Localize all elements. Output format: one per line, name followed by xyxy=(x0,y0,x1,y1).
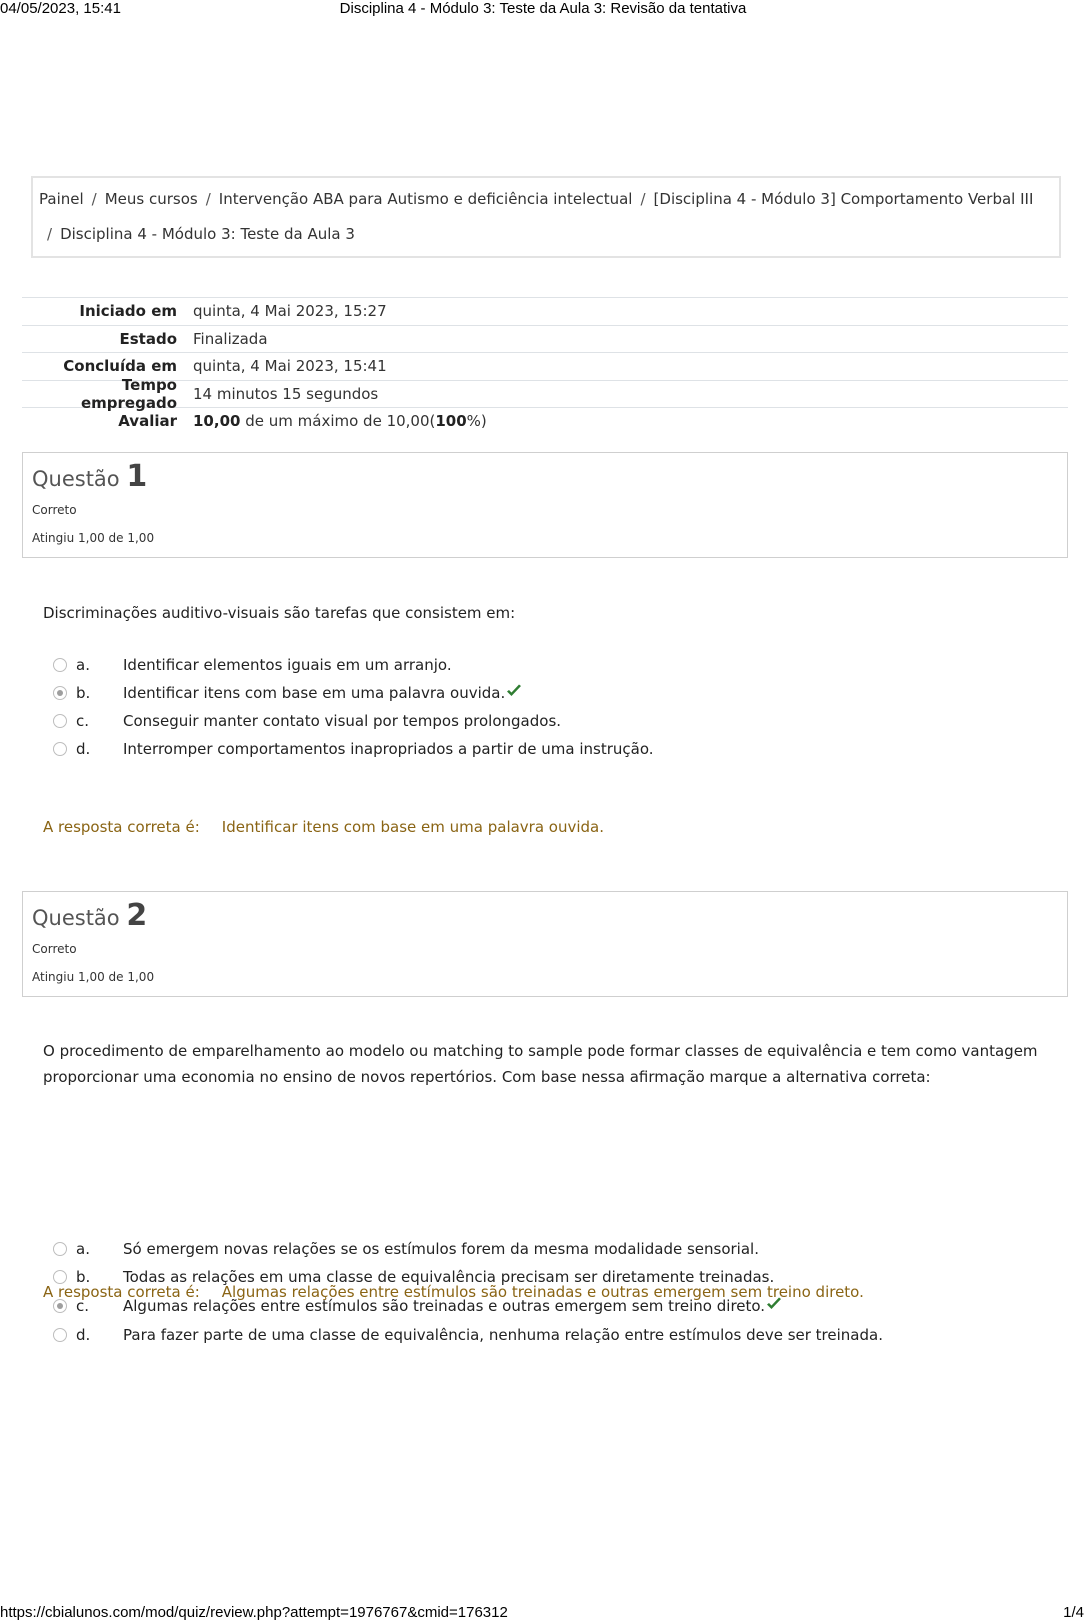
summary-row-completed xyxy=(22,352,1068,380)
summary-row-grade xyxy=(22,407,1068,435)
radio-button[interactable] xyxy=(53,742,67,756)
radio-button[interactable] xyxy=(53,1242,67,1256)
radio-button[interactable] xyxy=(53,1270,67,1284)
grade-suffix: %) xyxy=(466,412,487,431)
question-1-answers xyxy=(43,651,1043,771)
answer-text: Conseguir manter contato visual por tempos prolongados. xyxy=(123,712,562,730)
answer-text: Interromper comportamentos inapropriados a partir de uma instrução. xyxy=(123,740,654,758)
print-title: Disciplina 4 - Módulo 3: Teste da Aula 3: Revisão da tentativa xyxy=(339,0,747,17)
answer-letter: a. xyxy=(76,1240,90,1258)
question-title-prefix: Questão xyxy=(32,467,120,491)
question-state: Correto xyxy=(32,503,77,517)
breadcrumb-separator: / xyxy=(47,225,53,243)
answer-letter: a. xyxy=(76,656,90,674)
summary-label: Estado xyxy=(119,329,177,348)
answer-text: Identificar elementos iguais em um arranjo. xyxy=(123,656,452,674)
answer-letter: d. xyxy=(76,740,91,758)
summary-label: Tempo empregado xyxy=(80,375,177,412)
summary-value: Finalizada xyxy=(193,329,268,348)
radio-button-checked[interactable] xyxy=(53,686,67,700)
breadcrumb-item-course[interactable]: Intervenção ABA para Autismo e deficiência intelectual xyxy=(218,190,633,208)
summary-row-state xyxy=(22,325,1068,353)
question-state: Correto xyxy=(32,942,77,956)
summary-value: 14 minutos 15 segundos xyxy=(193,384,379,403)
check-icon xyxy=(506,684,522,698)
print-datetime: 04/05/2023, 15:41 xyxy=(0,0,121,17)
question-title xyxy=(32,461,1058,495)
answer-text-correct xyxy=(123,684,522,702)
summary-row-time-taken xyxy=(22,375,1068,412)
question-1-body xyxy=(43,600,1043,626)
answer-text: Só emergem novas relações se os estímulos forem da mesma modalidade sensorial. xyxy=(123,1240,759,1258)
summary-label: Concluída em xyxy=(63,357,177,376)
question-grade: Atingiu 1,00 de 1,00 xyxy=(32,531,155,545)
question-text-line-1: O procedimento de emparelhamento ao modelo ou matching to sample pode formar classes de equivalência e tem como vantagem xyxy=(43,1042,1038,1060)
right-answer-label: A resposta correta é: xyxy=(43,818,200,836)
breadcrumb-item-quiz[interactable]: Disciplina 4 - Módulo 3: Teste da Aula 3 xyxy=(60,225,355,243)
question-number: 2 xyxy=(126,898,148,933)
print-header xyxy=(0,0,1086,18)
answer-text: Algumas relações entre estímulos são treinadas e outras emergem sem treino direto. xyxy=(123,1297,766,1315)
answer-text: Todas as relações em uma classe de equivalência precisam ser diretamente treinadas. xyxy=(123,1268,775,1286)
grade-percent: 100 xyxy=(435,412,467,431)
breadcrumb-item-painel[interactable]: Painel xyxy=(39,190,84,208)
summary-label: Iniciado em xyxy=(79,302,177,321)
breadcrumb-separator: / xyxy=(205,190,211,208)
right-answer-label: A resposta correta é: xyxy=(43,1283,200,1301)
summary-value: quinta, 4 Mai 2023, 15:41 xyxy=(193,357,387,376)
right-answer-text: Algumas relações entre estímulos são treinadas e outras emergem sem treino direto. xyxy=(221,1283,864,1301)
question-2-info xyxy=(22,891,1068,997)
answer-letter: c. xyxy=(76,712,90,730)
summary-row-started xyxy=(22,297,1068,325)
radio-button[interactable] xyxy=(53,658,67,672)
radio-button[interactable] xyxy=(53,1328,67,1342)
question-grade: Atingiu 1,00 de 1,00 xyxy=(32,970,155,984)
answer-letter: d. xyxy=(76,1326,91,1344)
print-page-number: 1/4 xyxy=(1063,1604,1084,1621)
grade-score: 10,00 xyxy=(193,412,241,431)
question-text-line-2: proporcionar uma economia no ensino de novos repertórios. Com base nessa afirmação marque a alternativa correta: xyxy=(43,1068,931,1086)
question-2-body xyxy=(43,1038,1043,1090)
right-answer-feedback xyxy=(43,818,604,836)
print-url: https://cbialunos.com/mod/quiz/review.php?attempt=1976767&cmid=176312 xyxy=(0,1604,508,1621)
radio-button[interactable] xyxy=(53,714,67,728)
breadcrumb xyxy=(31,176,1061,258)
question-title-prefix: Questão xyxy=(32,906,120,930)
question-text: Discriminações auditivo-visuais são tarefas que consistem em: xyxy=(43,604,516,622)
breadcrumb-item-meus-cursos[interactable]: Meus cursos xyxy=(104,190,198,208)
print-footer xyxy=(0,1604,1086,1622)
breadcrumb-separator: / xyxy=(640,190,646,208)
question-title xyxy=(32,900,1058,934)
grade-middle: de um máximo de 10,00( xyxy=(245,412,436,431)
right-answer-text: Identificar itens com base em uma palavra ouvida. xyxy=(221,818,605,836)
answer-text: Identificar itens com base em uma palavra ouvida. xyxy=(123,684,506,702)
question-number: 1 xyxy=(126,459,148,494)
summary-value: quinta, 4 Mai 2023, 15:27 xyxy=(193,302,387,321)
summary-label: Avaliar xyxy=(118,412,177,431)
answer-text: Para fazer parte de uma classe de equivalência, nenhuma relação entre estímulos deve ser treinada. xyxy=(123,1326,883,1344)
answer-letter: b. xyxy=(76,684,91,702)
breadcrumb-item-section[interactable]: [Disciplina 4 - Módulo 3] Comportamento Verbal III xyxy=(653,190,1034,208)
answer-letter: b. xyxy=(76,1268,91,1286)
breadcrumb-separator: / xyxy=(91,190,97,208)
attempt-summary-table xyxy=(22,297,1068,435)
answer-letter: c. xyxy=(76,1297,90,1315)
right-answer-feedback xyxy=(43,1283,864,1301)
summary-grade-value xyxy=(177,412,487,430)
question-1-info xyxy=(22,452,1068,558)
radio-button-checked[interactable] xyxy=(53,1299,67,1313)
